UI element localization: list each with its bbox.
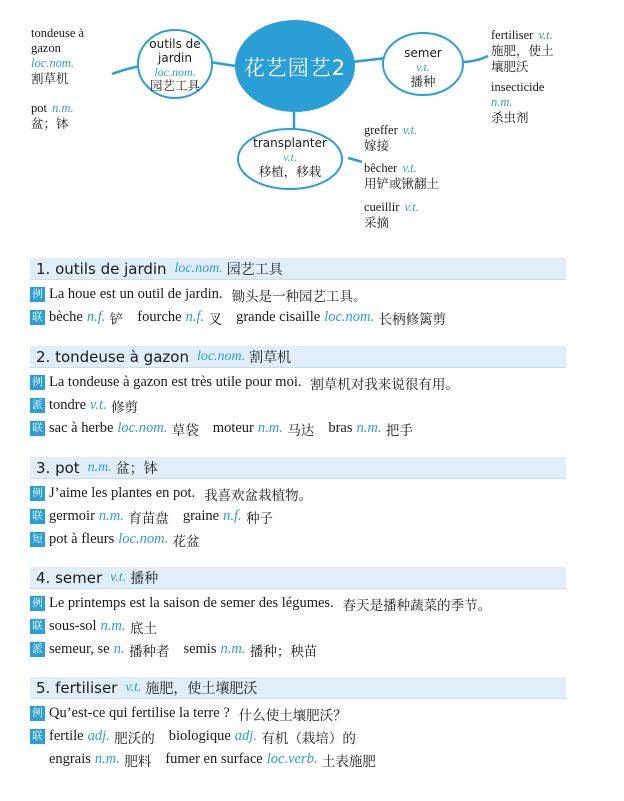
badge: 派 — [30, 398, 45, 413]
badge: 例 — [30, 287, 45, 302]
phrase-row — [30, 528, 566, 551]
item-pos: adj. — [87, 728, 110, 744]
item-word: bras — [328, 420, 353, 436]
example-zh: 锄头是一种园艺工具。 — [231, 288, 367, 305]
section-zh: 施肥，使土壤肥沃 — [145, 680, 258, 697]
item-pos: n.m. — [98, 508, 124, 524]
example-zh: 割草机对我来说很有用。 — [310, 376, 459, 393]
item-pos: n.m. — [220, 641, 246, 657]
section-zh: 割草机 — [249, 349, 292, 366]
bubble-transplanter-word: transplanter — [253, 136, 327, 150]
item-word: bèche — [49, 309, 83, 325]
section-title: 3. pot — [36, 458, 80, 477]
right-entry-word: insecticide — [491, 80, 545, 94]
item-zh: 铲 — [109, 311, 124, 328]
section-title: 2. tondeuse à gazon — [36, 347, 189, 366]
badge: 联 — [30, 509, 45, 524]
example-zh: 春天是播种蔬菜的季节。 — [342, 597, 492, 614]
badge: 联 — [30, 421, 45, 436]
right-entry-pos: v.t. — [538, 28, 553, 42]
section-zh: 盆；钵 — [115, 460, 158, 477]
item-zh: 播种者 — [128, 643, 170, 660]
example-row — [30, 283, 566, 306]
bottom-entry-pos: v.t. — [404, 200, 419, 214]
item-pos: loc.nom. — [324, 309, 375, 325]
section-pos: n.m. — [87, 459, 112, 475]
item-word: moteur — [212, 420, 254, 436]
item-zh: 播种；秧苗 — [249, 643, 318, 660]
left-entry-pos: loc.nom. — [31, 56, 75, 70]
item-word: graine — [182, 508, 220, 524]
badge: 短 — [30, 532, 45, 547]
item-zh: 草袋 — [171, 422, 199, 439]
example-row — [30, 482, 566, 505]
right-entry-pos: n.m. — [491, 95, 513, 109]
right-entry-fertiliser — [491, 24, 601, 75]
item-pos: n.m. — [257, 420, 283, 436]
bubble-semer-word: semer — [404, 46, 442, 60]
center-title: 花艺园艺2 — [243, 56, 347, 80]
item-zh: 叉 — [208, 311, 223, 328]
related-row — [30, 725, 566, 748]
section-pos: loc.nom. — [174, 260, 223, 276]
item-word: tondre — [49, 397, 87, 413]
bubble-transplanter — [240, 136, 340, 179]
section-tondeuse — [30, 346, 566, 440]
left-entry-pot — [31, 97, 74, 132]
example-row — [30, 592, 566, 615]
right-entry-zh: 杀虫剂 — [491, 110, 529, 125]
bubble-semer-zh: 播种 — [410, 74, 436, 89]
section-title: 4. semer — [36, 568, 103, 587]
item-word: sous-sol — [49, 618, 97, 634]
example-text: La houe est un outil de jardin. — [49, 286, 223, 302]
left-entry-pos: n.m. — [52, 101, 74, 115]
item-pos: v.t. — [90, 397, 107, 413]
item-word: sac à herbe — [49, 420, 114, 436]
right-entry-zh-1: 施肥，使土 — [491, 43, 554, 58]
item-word: semeur, se — [49, 641, 110, 657]
section-pot — [30, 457, 566, 551]
section-header — [30, 258, 566, 280]
bubble-transplanter-zh: 移植，移栽 — [258, 164, 322, 179]
example-text: La tondeuse à gazon est très utile pour moi. — [49, 374, 302, 390]
badge: 例 — [30, 375, 45, 390]
section-header — [30, 346, 566, 368]
item-zh: 花盆 — [172, 533, 200, 550]
left-entry-zh: 割草机 — [31, 71, 69, 86]
bottom-entry-word: greffer — [364, 123, 398, 137]
badge: 例 — [30, 486, 45, 501]
example-zh: 什么使土壤肥沃？ — [238, 707, 347, 724]
bottom-entry-word: cueillir — [364, 200, 400, 214]
badge: 联 — [30, 310, 45, 325]
item-pos: n. — [113, 641, 125, 657]
item-word: fourche — [137, 309, 182, 325]
item-zh: 马达 — [287, 422, 315, 439]
section-pos: loc.nom. — [196, 348, 246, 364]
related-row — [30, 417, 566, 440]
item-zh: 长柄修篱剪 — [378, 311, 447, 328]
section-zh: 园艺工具 — [226, 261, 283, 278]
item-zh: 底土 — [129, 620, 157, 637]
item-word: engrais — [49, 751, 91, 767]
badge: 联 — [30, 729, 45, 744]
right-entry-word: fertiliser — [491, 28, 534, 42]
right-entry-zh-2: 壤肥沃 — [491, 59, 529, 74]
bottom-entry-pos: v.t. — [402, 161, 417, 175]
section-title: 5. fertiliser — [36, 678, 118, 697]
bubble-tools-word-1: outils de — [149, 37, 201, 51]
item-zh: 土表施肥 — [321, 753, 376, 770]
bubble-tools-zh: 园艺工具 — [149, 78, 200, 93]
bottom-entry-word: bêcher — [364, 161, 398, 175]
section-pos: v.t. — [125, 679, 142, 695]
item-word: germoir — [49, 508, 95, 524]
item-zh: 种子 — [246, 510, 274, 527]
bottom-entry-zh: 嫁接 — [364, 138, 390, 153]
section-semer — [30, 567, 566, 661]
item-zh: 修剪 — [111, 399, 139, 416]
bubble-semer-pos: v.t. — [416, 60, 430, 74]
item-word: grande cisaille — [236, 309, 321, 325]
related-row — [30, 615, 566, 638]
item-word: fumer en surface — [165, 751, 263, 767]
example-row — [30, 702, 566, 725]
item-zh: 肥沃的 — [114, 730, 155, 747]
derived-row — [30, 638, 566, 661]
item-zh: 育苗盘 — [128, 510, 169, 527]
item-word: fertile — [49, 728, 84, 744]
example-text: J’aime les plantes en pot. — [49, 485, 196, 501]
example-text: Qu’est-ce qui fertilise la terre ? — [49, 705, 230, 721]
badge: 例 — [30, 706, 45, 721]
bottom-entry-zh: 用铲或锹翻土 — [364, 176, 440, 191]
bottom-entry-greffer — [364, 119, 417, 154]
item-pos: n.m. — [356, 420, 382, 436]
bubble-transplanter-pos: v.t. — [283, 150, 297, 164]
bottom-entry-cueillir — [364, 196, 419, 231]
item-pos: n.m. — [100, 618, 126, 634]
badge: 联 — [30, 619, 45, 634]
right-entry-insecticide — [491, 80, 601, 126]
related-row — [30, 306, 566, 329]
bubble-semer — [383, 46, 463, 89]
bubble-tools-pos: loc.nom. — [154, 65, 196, 79]
bottom-entry-zh: 采摘 — [364, 215, 390, 230]
item-pos: n.m. — [94, 751, 120, 767]
bubble-tools — [138, 37, 212, 93]
section-title: 1. outils de jardin — [36, 259, 167, 278]
item-pos: n.f. — [185, 309, 205, 325]
item-zh: 有机（栽培）的 — [261, 730, 356, 747]
left-entry-zh: 盆；钵 — [31, 116, 69, 131]
item-pos: loc.nom. — [118, 531, 169, 547]
example-row — [30, 371, 566, 394]
section-header — [30, 457, 566, 479]
example-zh: 我喜欢盆栽植物。 — [204, 487, 313, 504]
section-outils — [30, 258, 566, 329]
left-entry-word: tondeuse à gazon — [31, 26, 85, 55]
item-zh: 把手 — [385, 422, 413, 439]
bubble-tools-word-2: jardin — [158, 51, 192, 65]
section-pos: v.t. — [110, 569, 127, 585]
item-zh: 肥料 — [124, 753, 152, 770]
bottom-entry-pos: v.t. — [402, 123, 418, 137]
item-pos: loc.nom. — [117, 420, 168, 436]
item-word: biologique — [168, 728, 231, 744]
section-header — [30, 677, 566, 699]
related-row — [30, 505, 566, 528]
derived-row — [30, 394, 566, 417]
item-pos: n.f. — [223, 508, 242, 524]
item-word: semis — [183, 641, 217, 657]
item-pos: loc.verb. — [266, 751, 318, 767]
bottom-entry-becher — [364, 157, 439, 192]
section-zh: 播种 — [130, 570, 159, 587]
item-word: pot à fleurs — [49, 531, 115, 547]
left-entry-tondeuse — [31, 26, 111, 87]
left-entry-word: pot — [31, 101, 47, 115]
badge: 例 — [30, 596, 45, 611]
item-pos: adj. — [234, 728, 257, 744]
badge: 派 — [30, 642, 45, 657]
section-header — [30, 567, 566, 589]
section-fertiliser — [30, 677, 566, 771]
related-row-continued — [30, 748, 566, 771]
example-text: Le printemps est la saison de semer des légumes. — [49, 595, 334, 611]
item-pos: n.f. — [86, 309, 106, 325]
